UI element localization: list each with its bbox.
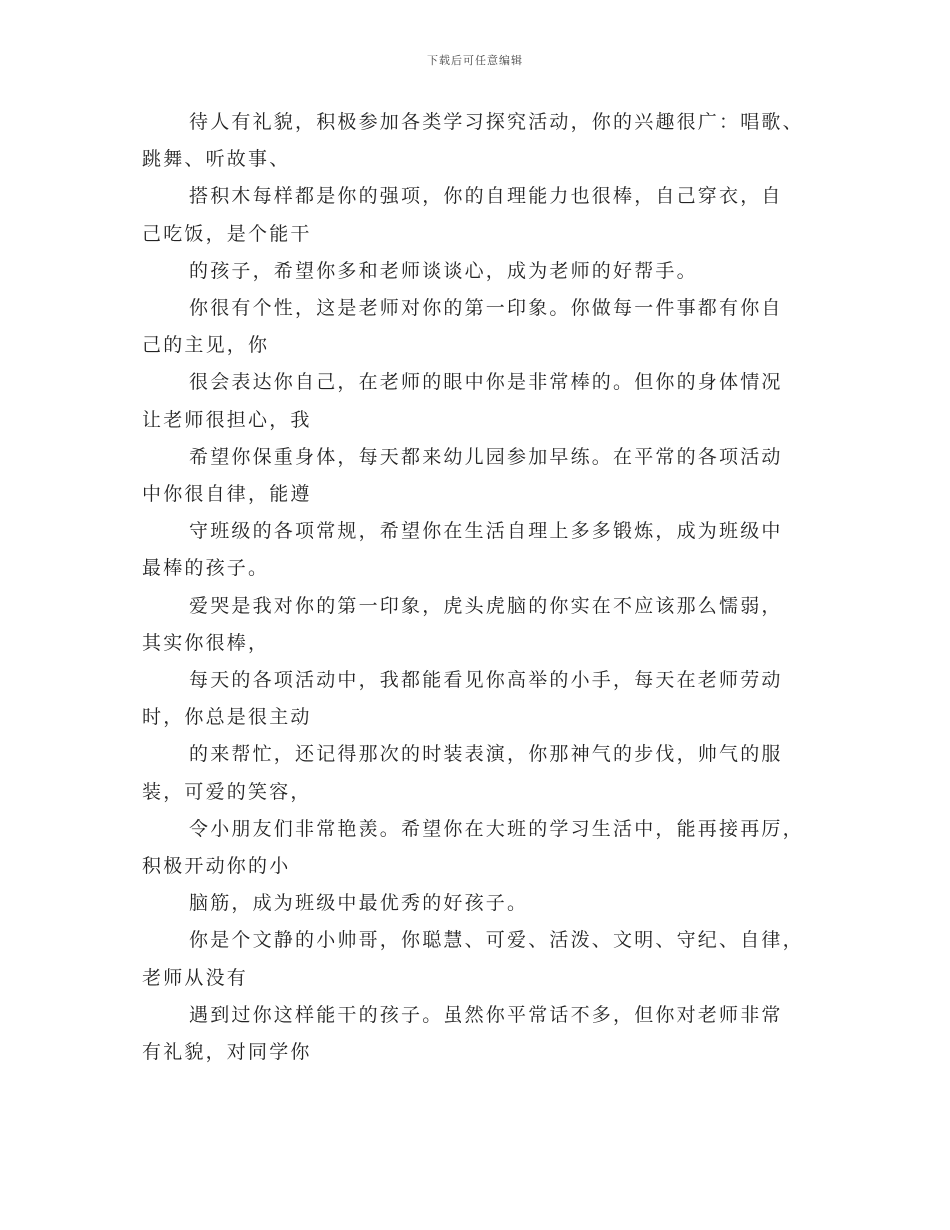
paragraph-5 xyxy=(142,364,812,438)
paragraph-line: 遇到过你这样能干的孩子。虽然你平常话不多，但你对老师非常 xyxy=(189,1003,783,1026)
paragraph-14 xyxy=(142,997,812,1071)
paragraph-line: 你很有个性，这是老师对你的第一印象。你做每一件事都有你自 xyxy=(189,297,783,320)
paragraph-line: 装，可爱的笑容， xyxy=(142,780,312,803)
paragraph-2 xyxy=(142,178,812,252)
paragraph-line: 爱哭是我对你的第一印象，虎头虎脑的你实在不应该那么懦弱， xyxy=(189,594,783,617)
paragraph-line: 跳舞、听故事、 xyxy=(142,148,291,171)
paragraph-line: 有礼貌，对同学你 xyxy=(142,1041,312,1064)
paragraph-line: 老师从没有 xyxy=(142,966,249,989)
paragraph-line: 其实你很棒， xyxy=(142,631,270,654)
page-header: 下载后可任意编辑 xyxy=(427,54,523,67)
paragraph-8 xyxy=(142,588,812,662)
paragraph-line: 的来帮忙，还记得那次的时装表演，你那神气的步伐，帅气的服 xyxy=(189,743,783,766)
paragraph-line: 脑筋，成为班级中最优秀的好孩子。 xyxy=(189,892,529,915)
document-body xyxy=(142,104,812,1071)
paragraph-line: 的孩子，希望你多和老师谈谈心，成为老师的好帮手。 xyxy=(189,259,698,282)
paragraph-line: 待人有礼貌，积极参加各类学习探究活动，你的兴趣很广：唱歌、 xyxy=(189,111,804,133)
paragraph-4 xyxy=(142,290,812,364)
paragraph-line: 搭积木每样都是你的强项，你的自理能力也很棒，自己穿衣，自 xyxy=(189,185,783,208)
paragraph-line: 很会表达你自己，在老师的眼中你是非常棒的。但你的身体情况 xyxy=(189,371,783,394)
paragraph-line: 让老师很担心，我 xyxy=(142,408,312,431)
paragraph-line: 每天的各项活动中，我都能看见你高举的小手，每天在老师劳动 xyxy=(189,669,783,692)
paragraph-11 xyxy=(142,811,812,885)
paragraph-9 xyxy=(142,662,812,736)
paragraph-10 xyxy=(142,736,812,810)
paragraph-line: 令小朋友们非常艳羡。希望你在大班的学习生活中，能再接再厉， xyxy=(189,817,804,840)
paragraph-line: 时，你总是很主动 xyxy=(142,706,312,729)
paragraph-line: 守班级的各项常规，希望你在生活自理上多多锻炼，成为班级中 xyxy=(189,520,783,543)
paragraph-12 xyxy=(142,885,812,922)
paragraph-13 xyxy=(142,922,812,996)
paragraph-line: 积极开动你的小 xyxy=(142,855,291,878)
paragraph-7 xyxy=(142,513,812,587)
paragraph-line: 最棒的孩子。 xyxy=(142,557,270,580)
paragraph-line: 希望你保重身体，每天都来幼儿园参加早练。在平常的各项活动 xyxy=(189,445,783,468)
paragraph-line: 己的主见，你 xyxy=(142,334,270,357)
paragraph-3 xyxy=(142,253,812,290)
paragraph-line: 你是个文静的小帅哥，你聪慧、可爱、活泼、文明、守纪、自律， xyxy=(189,929,804,952)
paragraph-line: 中你很自律，能遵 xyxy=(142,483,312,506)
paragraph-line: 己吃饭，是个能干 xyxy=(142,222,312,245)
paragraph-6 xyxy=(142,439,812,513)
paragraph-1 xyxy=(142,104,812,178)
